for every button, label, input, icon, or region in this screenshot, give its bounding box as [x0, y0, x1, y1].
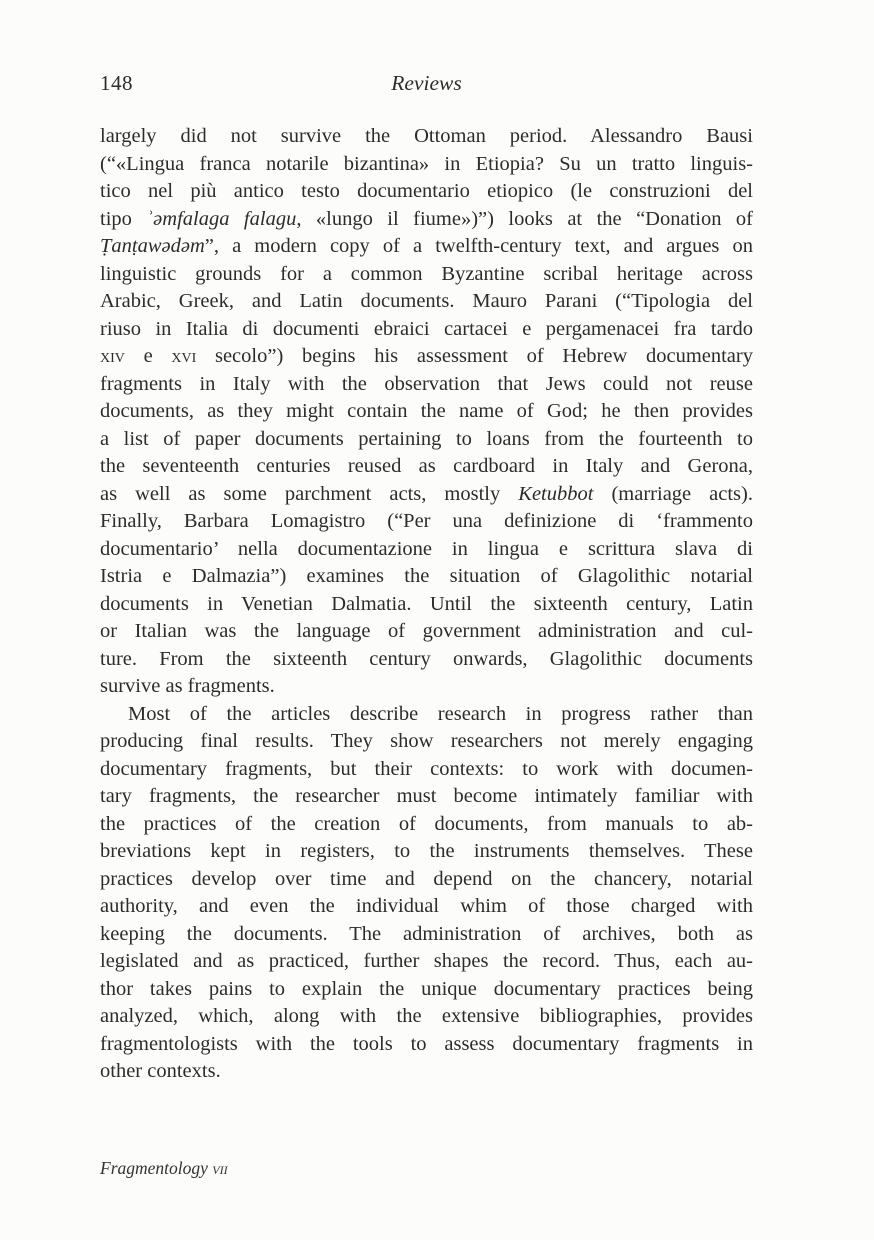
- text-line: as well as some parchment acts, mostly Ketubbot (marriage acts).: [100, 482, 753, 505]
- text-line: ture. From the sixteenth century onwards, Glagolithic documents: [100, 647, 753, 670]
- page-header: [100, 70, 753, 100]
- running-title: Reviews: [391, 71, 462, 95]
- text-line: the seventeenth centuries reused as cardboard in Italy and Gerona,: [100, 455, 753, 477]
- text-line: tico nel più antico testo documentario etiopico (le construzioni del: [100, 180, 753, 202]
- text-line: (“«Lingua franca notarile bizantina» in Etiopia? Su un tratto linguis-: [100, 152, 753, 175]
- text-line: survive as fragments.: [100, 675, 275, 697]
- text-line: Istria e Dalmazia”) examines the situation of Glagolithic notarial: [100, 565, 753, 587]
- text-line: practices develop over time and depend on the chancery, notarial: [100, 867, 753, 890]
- text-line: riuso in Italia di documenti ebraici cartacei e pergamenacei fra tardo: [100, 317, 753, 340]
- footer-volume-number: vii: [212, 1158, 228, 1178]
- paragraph: [100, 123, 753, 701]
- body-text: [100, 123, 753, 1086]
- text-line: authority, and even the individual whim of those charged with: [100, 895, 753, 917]
- text-line: fragmentologists with the tools to assess documentary fragments in: [100, 1032, 753, 1055]
- text-line: linguistic grounds for a common Byzantine scribal heritage across: [100, 262, 753, 285]
- text-line: legislated and as practiced, further shapes the record. Thus, each au-: [100, 950, 753, 972]
- text-line: Finally, Barbara Lomagistro (“Per una definizione di ‘frammento: [100, 510, 753, 532]
- text-line: keeping the documents. The administration of archives, both as: [100, 922, 753, 945]
- text-line: tary fragments, the researcher must become intimately familiar with: [100, 785, 753, 807]
- text-line: documents in Venetian Dalmatia. Until the sixteenth century, Latin: [100, 592, 753, 615]
- text-line: documentary fragments, but their contexts: to work with documen-: [100, 757, 753, 780]
- text-line: or Italian was the language of government administration and cul-: [100, 620, 753, 642]
- footer-journal-title: Fragmentology: [100, 1158, 208, 1178]
- text-line: Most of the articles describe research in progress rather than: [128, 702, 753, 725]
- text-line: the practices of the creation of documents, from manuals to ab-: [100, 812, 753, 835]
- text-line: fragments in Italy with the observation that Jews could not reuse: [100, 372, 753, 395]
- text-line: producing final results. They show researchers not merely engaging: [100, 730, 753, 752]
- page-number: 148: [100, 71, 133, 95]
- paragraph: [100, 701, 753, 1086]
- text-line: breviations kept in registers, to the instruments themselves. These: [100, 840, 753, 862]
- text-line: documentario’ nella documentazione in lingua e scrittura slava di: [100, 537, 753, 560]
- text-line: other contexts.: [100, 1060, 221, 1082]
- text-line: Arabic, Greek, and Latin documents. Mauro Parani (“Tipologia del: [100, 290, 753, 312]
- text-line: a list of paper documents pertaining to loans from the fourteenth to: [100, 427, 753, 450]
- text-line: Ṭanṭawədəm”, a modern copy of a twelfth-century text, and argues on: [100, 235, 753, 257]
- text-line: xiv e xvi secolo”) begins his assessment of Hebrew documentary: [100, 345, 753, 367]
- text-line: tipo ʾəmfalaga falagu, «lungo il fiume»)”) looks at the “Donation of: [100, 207, 753, 230]
- page-footer: [100, 1158, 228, 1179]
- text-line: analyzed, which, along with the extensive bibliographies, provides: [100, 1005, 753, 1027]
- text-line: thor takes pains to explain the unique documentary practices being: [100, 977, 753, 1000]
- text-line: documents, as they might contain the name of God; he then provides: [100, 400, 753, 422]
- text-line: largely did not survive the Ottoman period. Alessandro Bausi: [100, 125, 753, 147]
